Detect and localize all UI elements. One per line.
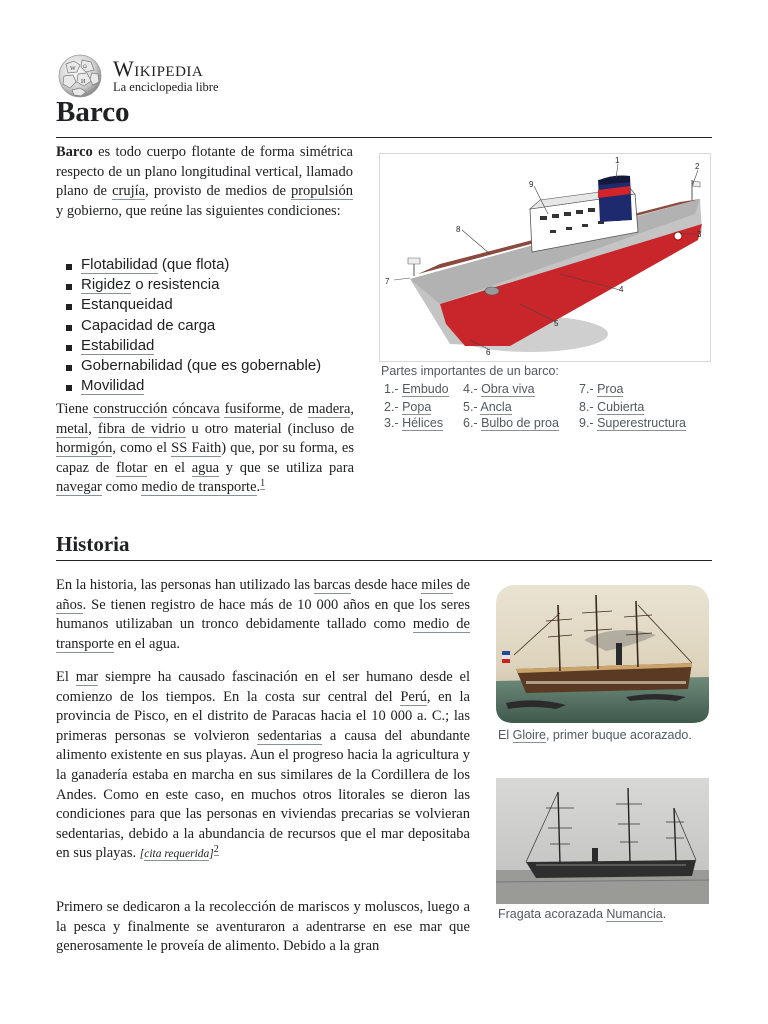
link-popa[interactable]: Popa	[402, 400, 432, 414]
intro-section-2	[56, 400, 354, 498]
link-anos[interactable]: años	[56, 596, 83, 613]
diagram-label: 9	[529, 180, 534, 189]
historia-paragraph-1: En la historia, las personas han utilizado las barcas desde hace miles de años. Se tienen registro de hace más de 10 000 años en que los seres humanos utilizaban un tronco debidamente tallado como medio de transporte en el agua.	[56, 577, 471, 652]
link-navegar[interactable]: navegar	[56, 479, 102, 496]
diagram-label: 6	[486, 348, 491, 357]
link-rigidez[interactable]: Rigidez	[81, 276, 132, 294]
link-gloire[interactable]: Gloire	[512, 728, 546, 742]
diagram-label: 7	[385, 277, 390, 286]
intro-paragraph: Barco es todo cuerpo flotante de forma simétrica respecto de un plano longitudinal vertical, llamado plano de crujía, provisto de medios de propulsión y gobierno, que reúne las siguientes condiciones:	[56, 144, 353, 219]
link-fusiforme[interactable]: fusiforme	[224, 401, 281, 417]
legend-item: 1.- Embudo	[384, 382, 449, 396]
legend-item: 3.- Hélices	[384, 416, 444, 430]
wikipedia-globe-icon	[56, 54, 104, 98]
page-title: Barco	[56, 96, 130, 128]
ship-diagram-image[interactable]	[379, 153, 711, 362]
diagram-label: 5	[554, 319, 559, 328]
link-metal[interactable]: metal	[56, 420, 89, 437]
link-barcas[interactable]: barcas	[313, 577, 351, 593]
legend-item: 7.- Proa	[579, 382, 624, 396]
historia-paragraph-3: Primero se dedicaron a la recolección de mariscos y moluscos, luego a la pesca y finalmente se aventuraron a adentrarse en ese mar que generosamente le proveía de alimento. Debido a la gran	[56, 899, 470, 955]
link-peru[interactable]: Perú	[400, 688, 427, 705]
link-helices[interactable]: Hélices	[402, 416, 444, 430]
wikipedia-logo[interactable]	[56, 54, 236, 98]
diagram-label: 8	[456, 225, 461, 234]
legend-item: 9.- Superestructura	[579, 416, 687, 430]
list-item: Estanqueidad	[66, 295, 321, 315]
link-mar[interactable]: mar	[75, 669, 99, 685]
svg-text:И: И	[81, 79, 86, 85]
ship-diagram-caption: Partes importantes de un barco:	[381, 364, 559, 378]
historia-paragraph-2: El mar siempre ha causado fascinación en el ser humano desde el comienzo de los tiempos. En la costa sur central del Perú, en la provincia de Pisco, en el distrito de Paracas hacia el 10 000 a. C.; las primeras personas se volvieron sedentarias a causa del abundante alimento existente en sus playas. Aun el progreso hacia la agricultura y la ganadería estaba en marcha en sus similares de la Cordillera de los Andes. Como en este caso, en muchos otros litorales se dieron las condiciones para que las personas en viviendas precarias se volvieran sedentarias, debido a la abundancia de recursos que el mar depositaba en sus playas. [cita requerida]$^2$	[56, 669, 471, 862]
section-heading-historia: Historia	[56, 532, 130, 556]
bold-term: Barco	[56, 144, 93, 160]
wikipedia-wordmark: Wikipedia	[113, 56, 204, 81]
gloire-painting	[496, 585, 709, 723]
link-agua[interactable]: agua	[191, 459, 220, 476]
link-hormigon[interactable]: hormigón	[56, 440, 113, 457]
link-flotar[interactable]: flotar	[116, 459, 148, 476]
link-concava[interactable]: cóncava	[172, 401, 220, 417]
link-flotabilidad[interactable]: Flotabilidad	[81, 256, 158, 273]
wikipedia-tagline: La enciclopedia libre	[113, 80, 219, 94]
legend-item: 8.- Cubierta	[579, 400, 645, 414]
ship-diagram-illustration	[380, 154, 710, 361]
link-bulbo-de-proa[interactable]: Bulbo de proa	[481, 416, 559, 430]
link-estabilidad[interactable]: Estabilidad	[81, 336, 155, 354]
numancia-image[interactable]	[496, 778, 709, 904]
intro-section	[56, 143, 353, 221]
legend-item: 4.- Obra viva	[463, 382, 535, 396]
link-obra-viva[interactable]: Obra viva	[481, 382, 535, 396]
reference-link-2[interactable]: 2	[213, 843, 219, 855]
link-embudo[interactable]: Embudo	[402, 382, 449, 396]
citation-needed[interactable]: [cita requerida]	[139, 848, 214, 861]
diagram-label: 1	[615, 156, 620, 165]
link-sedentarias[interactable]: sedentarias	[257, 727, 322, 744]
link-ss-faith[interactable]: SS Faith	[171, 440, 222, 457]
link-ancla[interactable]: Ancla	[480, 400, 512, 414]
numancia-photo	[496, 778, 709, 904]
diagram-label: 3	[697, 230, 702, 239]
section-divider	[56, 560, 712, 561]
link-superestructura[interactable]: Superestructura	[597, 416, 687, 430]
link-crujia[interactable]: crujía	[112, 183, 146, 200]
link-miles[interactable]: miles	[421, 577, 453, 593]
intro-paragraph-2: Tiene construcción cóncava fusiforme, de madera, metal, fibra de vidrio u otro material (incluso de hormigón, como el SS Faith) que, por su forma, es capaz de flotar en el agua y que se utiliza para navegar como medio de transporte.$^1$	[56, 401, 355, 496]
numancia-caption: Fragata acorazada Numancia.	[498, 907, 667, 921]
list-item	[66, 376, 321, 396]
list-item: Gobernabilidad (que es gobernable)	[66, 356, 321, 376]
gloire-caption: El Gloire, primer buque acorazado.	[498, 728, 692, 742]
gloire-image[interactable]	[496, 585, 709, 723]
diagram-label: 4	[619, 285, 624, 294]
diagram-label: 2	[695, 162, 700, 171]
link-madera[interactable]: madera	[307, 401, 351, 417]
list-item	[66, 336, 321, 356]
link-movilidad[interactable]: Movilidad	[81, 377, 145, 395]
conditions-list	[66, 255, 321, 396]
link-cubierta[interactable]: Cubierta	[597, 400, 645, 414]
legend-item: 5.- Ancla	[463, 400, 512, 414]
list-item: Flotabilidad (que flota)	[66, 255, 321, 275]
link-propulsion[interactable]: propulsión	[290, 183, 353, 200]
link-medio-de-transporte[interactable]: medio de transporte	[141, 479, 257, 496]
svg-text:Ω: Ω	[83, 65, 87, 70]
list-item: Rigidez o resistencia	[66, 275, 321, 295]
list-item: Capacidad de carga	[66, 316, 321, 336]
link-construccion[interactable]: construcción	[93, 401, 168, 417]
svg-text:W: W	[70, 66, 76, 72]
link-numancia[interactable]: Numancia	[606, 907, 663, 921]
legend-item: 6.- Bulbo de proa	[463, 416, 559, 430]
link-proa[interactable]: Proa	[597, 382, 624, 396]
link-fibra-de-vidrio[interactable]: fibra de vidrio	[97, 420, 186, 437]
legend-item: 2.- Popa	[384, 400, 432, 414]
title-divider	[56, 137, 712, 138]
link-medio-de-transporte-2[interactable]: medio de transporte	[56, 616, 470, 652]
reference-link[interactable]: 1	[260, 477, 266, 489]
